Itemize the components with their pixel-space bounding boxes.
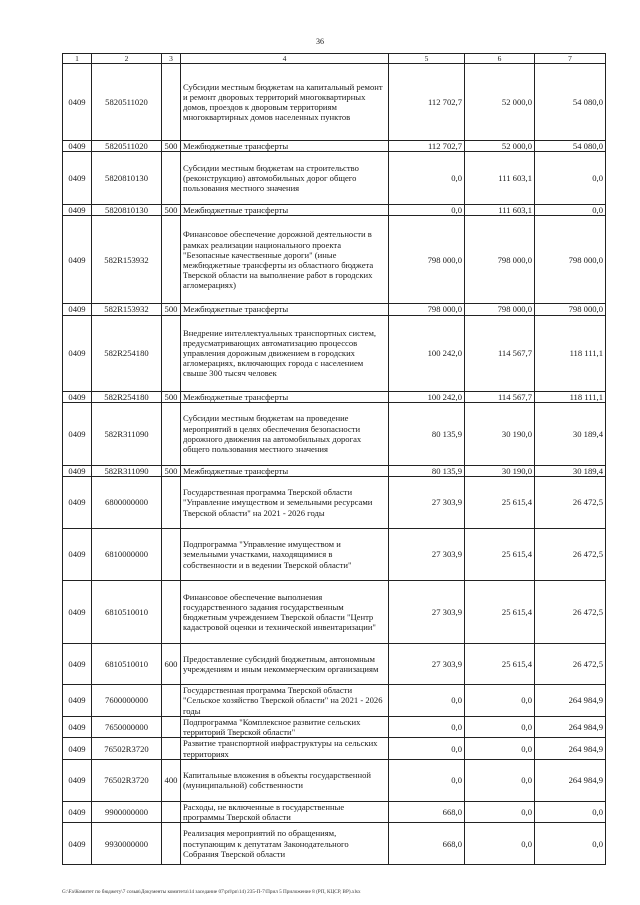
expense-type-cell — [162, 216, 181, 304]
header-cell: 6 — [465, 54, 535, 64]
section-code-cell: 0409 — [63, 391, 92, 402]
amount-year2-cell: 25 615,4 — [465, 477, 535, 529]
expense-type-cell — [162, 801, 181, 822]
target-article-cell: 5820511020 — [92, 64, 162, 141]
table-row — [63, 823, 606, 865]
amount-year2-cell: 798 000,0 — [465, 216, 535, 304]
description-cell: Развитие транспортной инфраструктуры на сельских территориях — [181, 738, 389, 759]
section-code-cell: 0409 — [63, 205, 92, 216]
description-cell: Субсидии местным бюджетам на строительство (реконструкцию) автомобильных дорог общего пользования местного значения — [181, 152, 389, 205]
amount-year1-cell: 0,0 — [389, 759, 465, 801]
target-article-cell: 582R153932 — [92, 304, 162, 315]
target-article-cell: 6810000000 — [92, 529, 162, 581]
table-row — [63, 64, 606, 141]
description-cell: Финансовое обеспечение выполнения государственного задания государственным бюджетным учреждением Тверской области "Центр кадастровой оценки и технической инвентаризации" — [181, 581, 389, 644]
amount-year2-cell: 52 000,0 — [465, 141, 535, 152]
description-cell: Внедрение интеллектуальных транспортных систем, предусматривающих автоматизацию процессов управления дорожным движением в городских агломерациях, включающих города с населением свыше 300 тысяч человек — [181, 315, 389, 391]
amount-year3-cell: 26 472,5 — [535, 644, 606, 685]
amount-year1-cell: 27 303,9 — [389, 477, 465, 529]
table-row — [63, 465, 606, 476]
header-cell: 3 — [162, 54, 181, 64]
amount-year1-cell: 100 242,0 — [389, 315, 465, 391]
description-cell: Финансовое обеспечение дорожной деятельности в рамках реализации национального проекта "Безопасные качественные дороги" (иные межбюджетные трансферты из областного бюджета Тверской области на выполнение работ в городских агломерациях) — [181, 216, 389, 304]
description-cell: Межбюджетные трансферты — [181, 141, 389, 152]
description-cell: Межбюджетные трансферты — [181, 205, 389, 216]
target-article-cell: 582R311090 — [92, 465, 162, 476]
target-article-cell: 6810510010 — [92, 581, 162, 644]
expense-type-cell — [162, 823, 181, 865]
amount-year1-cell: 0,0 — [389, 738, 465, 759]
amount-year2-cell: 0,0 — [465, 823, 535, 865]
table-row — [63, 402, 606, 465]
target-article-cell: 9930000000 — [92, 823, 162, 865]
amount-year2-cell: 0,0 — [465, 685, 535, 717]
header-cell: 5 — [389, 54, 465, 64]
section-code-cell: 0409 — [63, 644, 92, 685]
amount-year2-cell: 111 603,1 — [465, 205, 535, 216]
amount-year2-cell: 114 567,7 — [465, 391, 535, 402]
description-cell: Капитальные вложения в объекты государственной (муниципальной) собственности — [181, 759, 389, 801]
header-cell: 1 — [63, 54, 92, 64]
table-row — [63, 529, 606, 581]
table-row — [63, 205, 606, 216]
section-code-cell: 0409 — [63, 216, 92, 304]
expense-type-cell: 600 — [162, 644, 181, 685]
description-cell: Подпрограмма "Управление имуществом и земельными участками, находящимися в собственности и в ведении Тверской области" — [181, 529, 389, 581]
expense-type-cell — [162, 315, 181, 391]
description-cell: Межбюджетные трансферты — [181, 304, 389, 315]
target-article-cell: 5820810130 — [92, 152, 162, 205]
header-cell: 7 — [535, 54, 606, 64]
expense-type-cell — [162, 64, 181, 141]
target-article-cell: 582R254180 — [92, 391, 162, 402]
amount-year1-cell: 80 135,9 — [389, 402, 465, 465]
expense-type-cell: 500 — [162, 304, 181, 315]
amount-year3-cell: 26 472,5 — [535, 581, 606, 644]
amount-year2-cell: 0,0 — [465, 801, 535, 822]
amount-year1-cell: 27 303,9 — [389, 644, 465, 685]
description-cell: Государственная программа Тверской области "Сельское хозяйство Тверской области" на 2021 - 2026 годы — [181, 685, 389, 717]
amount-year1-cell: 27 303,9 — [389, 529, 465, 581]
amount-year1-cell: 112 702,7 — [389, 141, 465, 152]
table-row — [63, 477, 606, 529]
section-code-cell: 0409 — [63, 529, 92, 581]
section-code-cell: 0409 — [63, 152, 92, 205]
amount-year2-cell: 798 000,0 — [465, 304, 535, 315]
description-cell: Реализация мероприятий по обращениям, поступающим к депутатам Законодательного Собрания Тверской области — [181, 823, 389, 865]
section-code-cell: 0409 — [63, 738, 92, 759]
section-code-cell: 0409 — [63, 823, 92, 865]
description-cell: Подпрограмма "Комплексное развитие сельских территорий Тверской области" — [181, 717, 389, 738]
table-row — [63, 738, 606, 759]
expense-type-cell — [162, 477, 181, 529]
amount-year2-cell: 114 567,7 — [465, 315, 535, 391]
amount-year2-cell: 0,0 — [465, 759, 535, 801]
amount-year3-cell: 30 189,4 — [535, 465, 606, 476]
amount-year1-cell: 0,0 — [389, 152, 465, 205]
table-row — [63, 216, 606, 304]
amount-year2-cell: 52 000,0 — [465, 64, 535, 141]
section-code-cell: 0409 — [63, 465, 92, 476]
expense-type-cell — [162, 402, 181, 465]
expense-type-cell — [162, 717, 181, 738]
amount-year3-cell: 118 111,1 — [535, 391, 606, 402]
file-path-footer: G:\Fa\Комитет по бюджету\7 созыв\Документы комитета\14 заседание 07\prl\pn\14) 235-П-7\Прил 5 Приложение 8 (РП, КЦСР, ВР).xlsx — [62, 889, 361, 895]
expense-type-cell — [162, 152, 181, 205]
amount-year2-cell: 25 615,4 — [465, 644, 535, 685]
amount-year3-cell: 26 472,5 — [535, 529, 606, 581]
amount-year1-cell: 668,0 — [389, 823, 465, 865]
amount-year1-cell: 798 000,0 — [389, 216, 465, 304]
target-article-cell: 9900000000 — [92, 801, 162, 822]
section-code-cell: 0409 — [63, 141, 92, 152]
section-code-cell: 0409 — [63, 759, 92, 801]
amount-year2-cell: 111 603,1 — [465, 152, 535, 205]
expense-type-cell: 500 — [162, 465, 181, 476]
expense-type-cell: 500 — [162, 141, 181, 152]
amount-year3-cell: 264 984,9 — [535, 738, 606, 759]
amount-year3-cell: 54 080,0 — [535, 141, 606, 152]
page-number: 36 — [316, 37, 324, 46]
amount-year3-cell: 0,0 — [535, 823, 606, 865]
target-article-cell: 5820511020 — [92, 141, 162, 152]
header-cell: 4 — [181, 54, 389, 64]
amount-year3-cell: 264 984,9 — [535, 717, 606, 738]
description-cell: Межбюджетные трансферты — [181, 391, 389, 402]
expense-type-cell: 400 — [162, 759, 181, 801]
expense-type-cell — [162, 738, 181, 759]
amount-year1-cell: 112 702,7 — [389, 64, 465, 141]
amount-year3-cell: 30 189,4 — [535, 402, 606, 465]
section-code-cell: 0409 — [63, 717, 92, 738]
section-code-cell: 0409 — [63, 402, 92, 465]
amount-year1-cell: 798 000,0 — [389, 304, 465, 315]
amount-year3-cell: 798 000,0 — [535, 304, 606, 315]
description-cell: Предоставление субсидий бюджетным, автономным учреждениям и иным некоммерческим организациям — [181, 644, 389, 685]
expense-type-cell — [162, 581, 181, 644]
amount-year1-cell: 0,0 — [389, 685, 465, 717]
table-row — [63, 141, 606, 152]
amount-year2-cell: 25 615,4 — [465, 581, 535, 644]
table-row — [63, 391, 606, 402]
amount-year3-cell: 54 080,0 — [535, 64, 606, 141]
amount-year3-cell: 264 984,9 — [535, 759, 606, 801]
amount-year3-cell: 0,0 — [535, 152, 606, 205]
description-cell: Субсидии местным бюджетам на капитальный ремонт и ремонт дворовых территорий многоквартирных домов, проездов к дворовым территориям многоквартирных домов населенных пунктов — [181, 64, 389, 141]
amount-year3-cell: 0,0 — [535, 801, 606, 822]
amount-year1-cell: 0,0 — [389, 205, 465, 216]
amount-year1-cell: 668,0 — [389, 801, 465, 822]
amount-year3-cell: 26 472,5 — [535, 477, 606, 529]
table-row — [63, 644, 606, 685]
table-row — [63, 315, 606, 391]
amount-year2-cell: 30 190,0 — [465, 465, 535, 476]
expense-type-cell: 500 — [162, 205, 181, 216]
amount-year1-cell: 100 242,0 — [389, 391, 465, 402]
expense-type-cell — [162, 529, 181, 581]
table-row — [63, 685, 606, 717]
description-cell: Субсидии местным бюджетам на проведение мероприятий в целях обеспечения безопасности дорожного движения на автомобильных дорогах общего пользования местного значения — [181, 402, 389, 465]
target-article-cell: 582R254180 — [92, 315, 162, 391]
amount-year1-cell: 0,0 — [389, 717, 465, 738]
section-code-cell: 0409 — [63, 315, 92, 391]
expense-type-cell — [162, 685, 181, 717]
target-article-cell: 5820810130 — [92, 205, 162, 216]
description-cell: Расходы, не включенные в государственные программы Тверской области — [181, 801, 389, 822]
amount-year2-cell: 0,0 — [465, 717, 535, 738]
amount-year1-cell: 27 303,9 — [389, 581, 465, 644]
target-article-cell: 582R153932 — [92, 216, 162, 304]
target-article-cell: 76502R3720 — [92, 759, 162, 801]
expense-type-cell: 500 — [162, 391, 181, 402]
table-row — [63, 152, 606, 205]
section-code-cell: 0409 — [63, 304, 92, 315]
amount-year3-cell: 0,0 — [535, 205, 606, 216]
section-code-cell: 0409 — [63, 801, 92, 822]
target-article-cell: 6810510010 — [92, 644, 162, 685]
section-code-cell: 0409 — [63, 685, 92, 717]
header-row — [63, 54, 606, 64]
section-code-cell: 0409 — [63, 581, 92, 644]
target-article-cell: 6800000000 — [92, 477, 162, 529]
table-row — [63, 581, 606, 644]
amount-year2-cell: 25 615,4 — [465, 529, 535, 581]
table-row — [63, 304, 606, 315]
header-cell: 2 — [92, 54, 162, 64]
budget-table — [62, 53, 606, 865]
section-code-cell: 0409 — [63, 64, 92, 141]
table-row — [63, 801, 606, 822]
amount-year2-cell: 0,0 — [465, 738, 535, 759]
target-article-cell: 76502R3720 — [92, 738, 162, 759]
amount-year2-cell: 30 190,0 — [465, 402, 535, 465]
amount-year3-cell: 264 984,9 — [535, 685, 606, 717]
target-article-cell: 7650000000 — [92, 717, 162, 738]
target-article-cell: 7600000000 — [92, 685, 162, 717]
description-cell: Межбюджетные трансферты — [181, 465, 389, 476]
section-code-cell: 0409 — [63, 477, 92, 529]
amount-year3-cell: 118 111,1 — [535, 315, 606, 391]
amount-year3-cell: 798 000,0 — [535, 216, 606, 304]
description-cell: Государственная программа Тверской области "Управление имуществом и земельными ресурсами Тверской области" на 2021 - 2026 годы — [181, 477, 389, 529]
table-row — [63, 717, 606, 738]
table-row — [63, 759, 606, 801]
target-article-cell: 582R311090 — [92, 402, 162, 465]
amount-year1-cell: 80 135,9 — [389, 465, 465, 476]
